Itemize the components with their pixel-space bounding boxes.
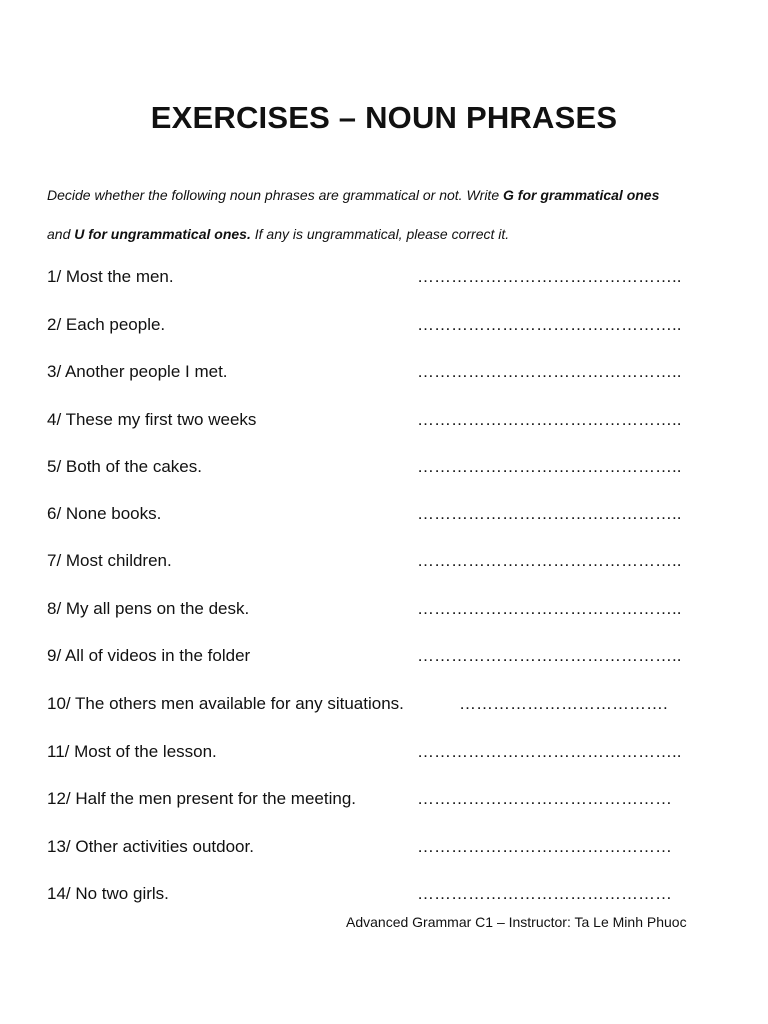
item-text: 12/ Half the men present for the meeting. [47, 789, 357, 808]
exercise-item [47, 884, 672, 908]
exercise-item [47, 551, 682, 575]
answer-blank[interactable]: ……………………………………….. [417, 410, 682, 429]
answer-blank[interactable]: ……………………………………….. [417, 457, 682, 476]
answer-blank[interactable]: ……………………………………… [417, 789, 672, 808]
exercise-item [47, 410, 682, 434]
answer-blank[interactable]: ……………………………………….. [417, 267, 682, 286]
item-text: 4/ These my first two weeks [47, 410, 257, 429]
exercise-item [47, 837, 672, 861]
instructions-text: Decide whether the following noun phrases are grammatical or not. Write [47, 187, 503, 203]
answer-blank[interactable]: ……………………………………….. [417, 742, 682, 761]
answer-blank[interactable]: ……………………………………….. [417, 599, 682, 618]
exercise-item [47, 599, 682, 623]
item-text: 1/ Most the men. [47, 267, 174, 286]
instructions-text: and [47, 226, 75, 242]
item-text: 10/ The others men available for any situations. [47, 694, 404, 713]
instructions-line-1 [47, 187, 727, 203]
instructions-bold-u: U for ungrammatical ones. [74, 226, 251, 242]
exercise-item [47, 267, 682, 291]
exercise-item [47, 362, 682, 386]
item-text: 7/ Most children. [47, 551, 172, 570]
exercise-item [47, 457, 682, 481]
answer-blank[interactable]: ……………………………………… [417, 837, 672, 856]
answer-blank[interactable]: ……………………………………….. [417, 315, 682, 334]
page-title: EXERCISES – NOUN PHRASES [150, 100, 618, 135]
exercise-item [47, 742, 682, 766]
exercise-item [47, 789, 672, 813]
answer-blank[interactable]: ……………………………………….. [417, 362, 682, 381]
instructions-bold-g: G for grammatical ones [503, 187, 660, 203]
instructions-text: If any is ungrammatical, please correct it. [250, 226, 510, 242]
answer-blank[interactable]: ……………………………………….. [417, 504, 682, 523]
answer-blank[interactable]: ……………………………………….. [417, 646, 682, 665]
item-text: 2/ Each people. [47, 315, 166, 334]
item-text: 8/ My all pens on the desk. [47, 599, 250, 618]
exercise-item [47, 694, 667, 718]
answer-blank[interactable]: ……………………………………… [417, 884, 672, 903]
instructions-line-2 [47, 226, 727, 242]
answer-blank[interactable]: ………………………………. [459, 694, 668, 713]
item-text: 11/ Most of the lesson. [47, 742, 217, 761]
item-text: 6/ None books. [47, 504, 162, 523]
item-text: 13/ Other activities outdoor. [47, 837, 254, 856]
item-text: 9/ All of videos in the folder [47, 646, 251, 665]
item-text: 14/ No two girls. [47, 884, 169, 903]
answer-blank[interactable]: ……………………………………….. [417, 551, 682, 570]
exercise-item [47, 315, 682, 339]
item-text: 5/ Both of the cakes. [47, 457, 202, 476]
item-text: 3/ Another people I met. [47, 362, 228, 381]
exercise-item [47, 504, 682, 528]
exercise-item [47, 646, 682, 670]
footer-credit: Advanced Grammar C1 – Instructor: Ta Le Minh Phuoc [346, 914, 687, 930]
